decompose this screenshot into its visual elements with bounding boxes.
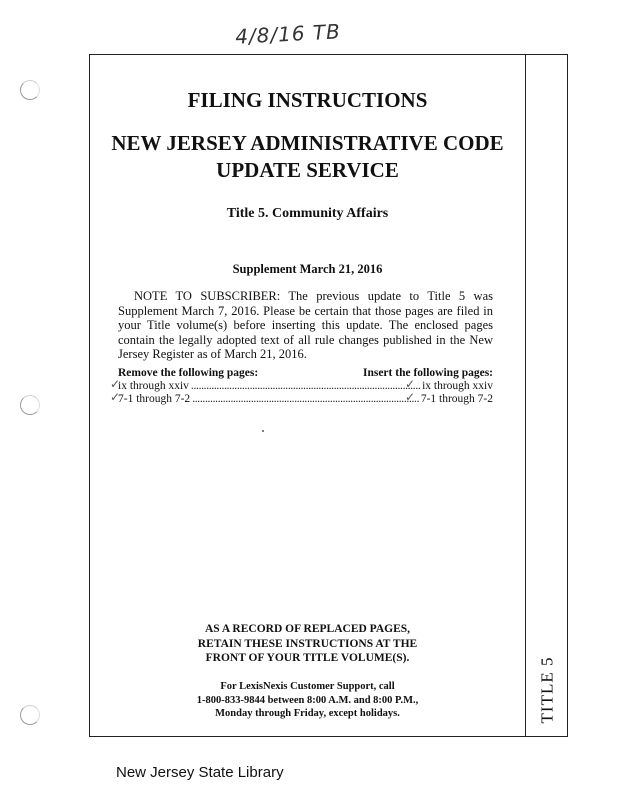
support-line-3: Monday through Friday, except holidays. bbox=[215, 708, 400, 719]
record-line-1: AS A RECORD OF REPLACED PAGES, bbox=[204, 623, 411, 635]
binder-hole-top bbox=[20, 80, 40, 100]
customer-support bbox=[89, 680, 526, 721]
title-tab-label bbox=[530, 645, 564, 735]
title-name: Title 5. Community Affairs bbox=[226, 206, 389, 221]
binder-hole-middle bbox=[20, 395, 40, 415]
check-mark-icon: ✓ bbox=[110, 390, 121, 404]
subscriber-note: NOTE TO SUBSCRIBER: The previous update to Title 5 was Supplement March 7, 2016. Please be certain that those pages are filed in your Title volume(s) before inserting this update. The enclosed pages contain the legally adopted text of all rule changes published in the New Jersey Register as of March 21, 2016. bbox=[118, 289, 493, 362]
handwritten-date bbox=[227, 19, 348, 49]
page-subtitle bbox=[89, 130, 526, 184]
check-mark-icon: ✓ bbox=[405, 377, 416, 391]
remove-header: Remove the following pages: bbox=[118, 367, 259, 379]
supplement-date: Supplement March 21, 2016 bbox=[232, 262, 383, 276]
check-mark-icon: ✓ bbox=[405, 390, 416, 404]
insert-header: Insert the following pages: bbox=[362, 367, 493, 379]
scan-speck bbox=[262, 430, 264, 432]
title-tab-text: TITLE 5 bbox=[537, 656, 557, 724]
binder-hole-bottom bbox=[20, 705, 40, 725]
insert-pages: ix through xxiv bbox=[422, 380, 493, 392]
library-stamp: New Jersey State Library bbox=[116, 764, 284, 781]
record-instructions bbox=[89, 622, 526, 666]
dot-leader bbox=[192, 393, 419, 405]
record-line-3: FRONT OF YOUR TITLE VOLUME(S). bbox=[205, 652, 410, 664]
subtitle-line-2: UPDATE SERVICE bbox=[216, 158, 399, 182]
remove-pages: ix through xxiv bbox=[118, 380, 189, 392]
support-line-2: 1-800-833-9844 between 8:00 A.M. and 8:00 P.M., bbox=[196, 694, 419, 706]
page-row bbox=[118, 393, 493, 405]
page-title: FILING INSTRUCTIONS bbox=[187, 88, 428, 112]
dot-leader bbox=[191, 380, 420, 392]
remove-pages: 7-1 through 7-2 bbox=[118, 393, 191, 405]
handwritten-date-text: 4/8/16 bbox=[234, 21, 307, 49]
support-line-1: For LexisNexis Customer Support, call bbox=[220, 681, 395, 692]
record-line-2: RETAIN THESE INSTRUCTIONS AT THE bbox=[197, 637, 418, 650]
insert-pages: 7-1 through 7-2 bbox=[420, 393, 493, 405]
handwritten-initials: TB bbox=[312, 19, 342, 45]
subtitle-line-1: NEW JERSEY ADMINISTRATIVE CODE bbox=[111, 131, 504, 155]
title-tab bbox=[526, 54, 568, 737]
check-mark-icon: ✓ bbox=[110, 377, 121, 391]
page-row bbox=[118, 380, 493, 392]
